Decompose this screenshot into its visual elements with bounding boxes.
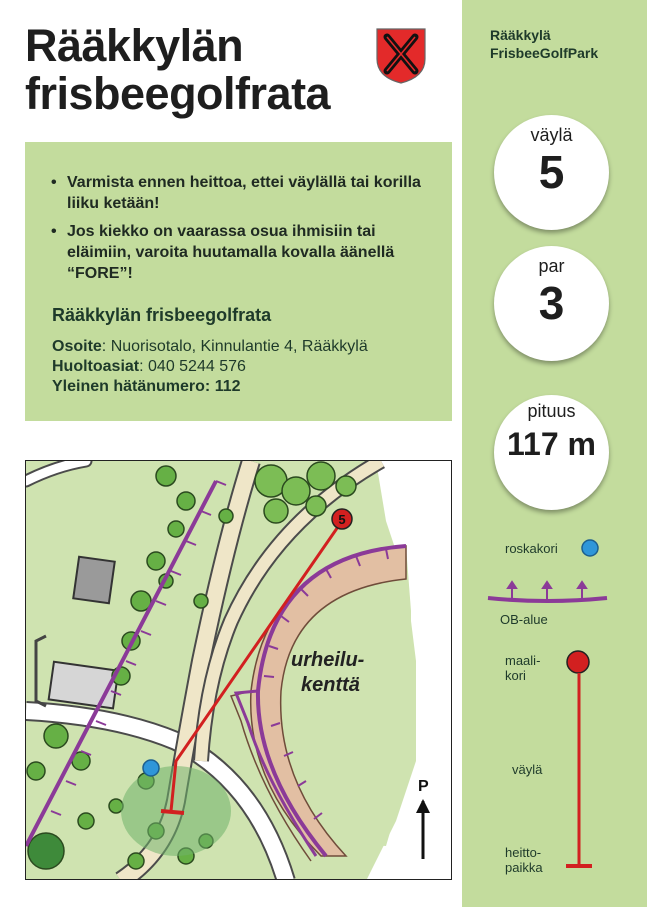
coat-of-arms-icon bbox=[375, 27, 427, 85]
par-value: 3 bbox=[538, 277, 565, 329]
park-name-line-1: Rääkkylä bbox=[490, 27, 551, 43]
course-map bbox=[25, 460, 452, 880]
service-label: Huoltoasiat bbox=[52, 358, 140, 375]
legend-tee-label bbox=[505, 845, 543, 875]
basket-number: 5 bbox=[338, 512, 346, 527]
hole-value: 5 bbox=[538, 146, 565, 198]
basket-label-line-2: kori bbox=[505, 668, 526, 683]
length-label: pituus bbox=[527, 401, 576, 421]
par-label: par bbox=[538, 256, 565, 276]
service-value: : 040 5244 576 bbox=[139, 358, 246, 375]
length-value: 117 m bbox=[507, 426, 596, 462]
basket-label-line-1: maali- bbox=[505, 653, 541, 668]
length-badge bbox=[494, 395, 609, 510]
fairway-legend bbox=[562, 646, 596, 874]
hole-number-badge bbox=[494, 115, 609, 230]
page-title bbox=[25, 22, 330, 118]
map-drawing bbox=[26, 461, 452, 880]
tee-mark bbox=[161, 811, 184, 813]
north-label: P bbox=[418, 778, 429, 795]
legend-trash-label: roskakori bbox=[505, 541, 558, 556]
tree-dark bbox=[28, 833, 64, 869]
tee-label-line-2: paikka bbox=[505, 860, 543, 875]
title-line-1: Rääkkylän bbox=[25, 20, 244, 71]
park-name bbox=[490, 26, 598, 62]
legend-basket-label bbox=[505, 653, 540, 683]
safety-rules bbox=[51, 172, 431, 291]
par-badge bbox=[494, 246, 609, 361]
club-name: Rääkkylän frisbeegolfrata bbox=[52, 305, 272, 325]
legend-ob-label: OB-alue bbox=[500, 612, 548, 627]
rule-item: • Varmista ennen heittoa, ettei väylällä tai korilla liiku ketään! bbox=[51, 172, 431, 214]
ob-line-icon bbox=[485, 578, 610, 606]
park-name-line-2: FrisbeeGolfPark bbox=[490, 45, 599, 61]
basket-icon bbox=[567, 651, 589, 673]
field-label-1: urheilu- bbox=[291, 649, 365, 671]
address-line bbox=[52, 338, 368, 356]
rule-item: • Jos kiekko on vaarassa osua ihmisiin tai eläimiin, varoita huutamalla kovalla äänellä “FORE”! bbox=[51, 221, 431, 284]
building bbox=[73, 557, 114, 604]
address-value: : Nuorisotalo, Kinnulantie 4, Rääkkylä bbox=[101, 338, 368, 355]
service-line bbox=[52, 358, 246, 376]
hole-label: väylä bbox=[530, 125, 573, 145]
tee-label-line-1: heitto- bbox=[505, 845, 542, 860]
info-panel bbox=[25, 142, 452, 421]
address-label: Osoite bbox=[52, 338, 102, 355]
trash-bin-icon bbox=[580, 538, 600, 558]
trash-bin-icon bbox=[143, 760, 159, 776]
field-label-2: kenttä bbox=[301, 674, 360, 696]
emergency-line: Yleinen hätänumero: 112 bbox=[52, 378, 241, 395]
title-line-2: frisbeegolfrata bbox=[25, 68, 331, 119]
legend-fairway-label: väylä bbox=[512, 762, 543, 777]
